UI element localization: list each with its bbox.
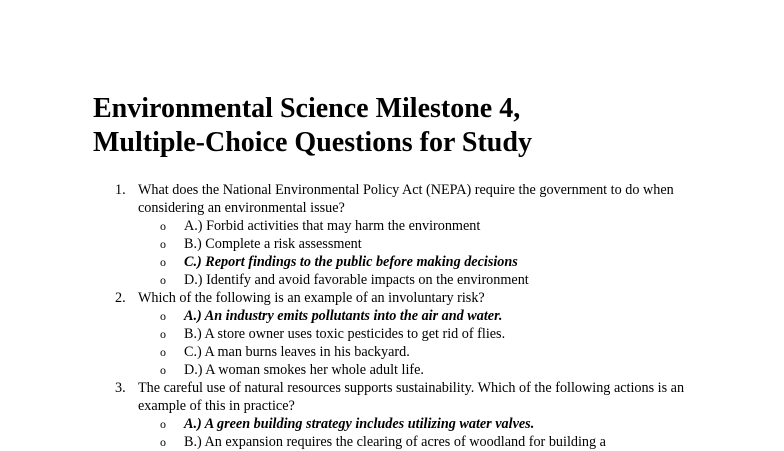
bullet-marker: o	[160, 273, 166, 287]
title-line-2: Multiple-Choice Questions for Study	[93, 127, 532, 158]
question-number: 1.	[115, 182, 126, 198]
answer-option	[0, 343, 784, 361]
answer-option	[0, 361, 784, 379]
option-text: C.) A man burns leaves in his backyard.	[184, 344, 410, 360]
correct-answer-text: A.) A green building strategy includes utilizing water valves.	[184, 416, 535, 432]
bullet-marker: o	[160, 255, 166, 269]
correct-answer-text: C.) Report findings to the public before making decisions	[184, 254, 518, 270]
answer-option	[0, 253, 784, 271]
answer-option	[0, 217, 784, 235]
option-text: D.) A woman smokes her whole adult life.	[184, 362, 424, 378]
bullet-marker: o	[160, 219, 166, 233]
option-text: B.) Complete a risk assessment	[184, 236, 362, 252]
question-text: What does the National Environmental Policy Act (NEPA) require the government to do when considering an environmental issue?	[138, 182, 674, 216]
question-3	[0, 379, 784, 415]
bullet-marker: o	[160, 363, 166, 377]
option-text: B.) An expansion requires the clearing of acres of woodland for building a	[184, 434, 606, 450]
option-text: D.) Identify and avoid favorable impacts on the environment	[184, 272, 529, 288]
bullet-marker: o	[160, 417, 166, 431]
bullet-marker: o	[160, 435, 166, 449]
answer-option	[0, 325, 784, 343]
question-number: 3.	[115, 380, 126, 396]
bullet-marker: o	[160, 345, 166, 359]
question-1	[0, 181, 784, 217]
bullet-marker: o	[160, 237, 166, 251]
option-text: A.) Forbid activities that may harm the environment	[184, 218, 481, 234]
question-text: The careful use of natural resources supports sustainability. Which of the following actions is an example of this in practice?	[138, 380, 685, 414]
question-list	[0, 181, 784, 451]
question-text: Which of the following is an example of an involuntary risk?	[138, 290, 485, 306]
question-2	[0, 289, 784, 307]
correct-answer-text: A.) An industry emits pollutants into the air and water.	[184, 308, 503, 324]
bullet-marker: o	[160, 327, 166, 341]
answer-option	[0, 415, 784, 433]
option-text: B.) A store owner uses toxic pesticides to get rid of flies.	[184, 326, 506, 342]
title-line-1: Environmental Science Milestone 4,	[93, 93, 521, 124]
bullet-marker: o	[160, 309, 166, 323]
answer-option	[0, 271, 784, 289]
answer-option	[0, 235, 784, 253]
answer-option	[0, 307, 784, 325]
answer-option	[0, 433, 784, 451]
document-title	[93, 92, 753, 160]
question-number: 2.	[115, 290, 126, 306]
